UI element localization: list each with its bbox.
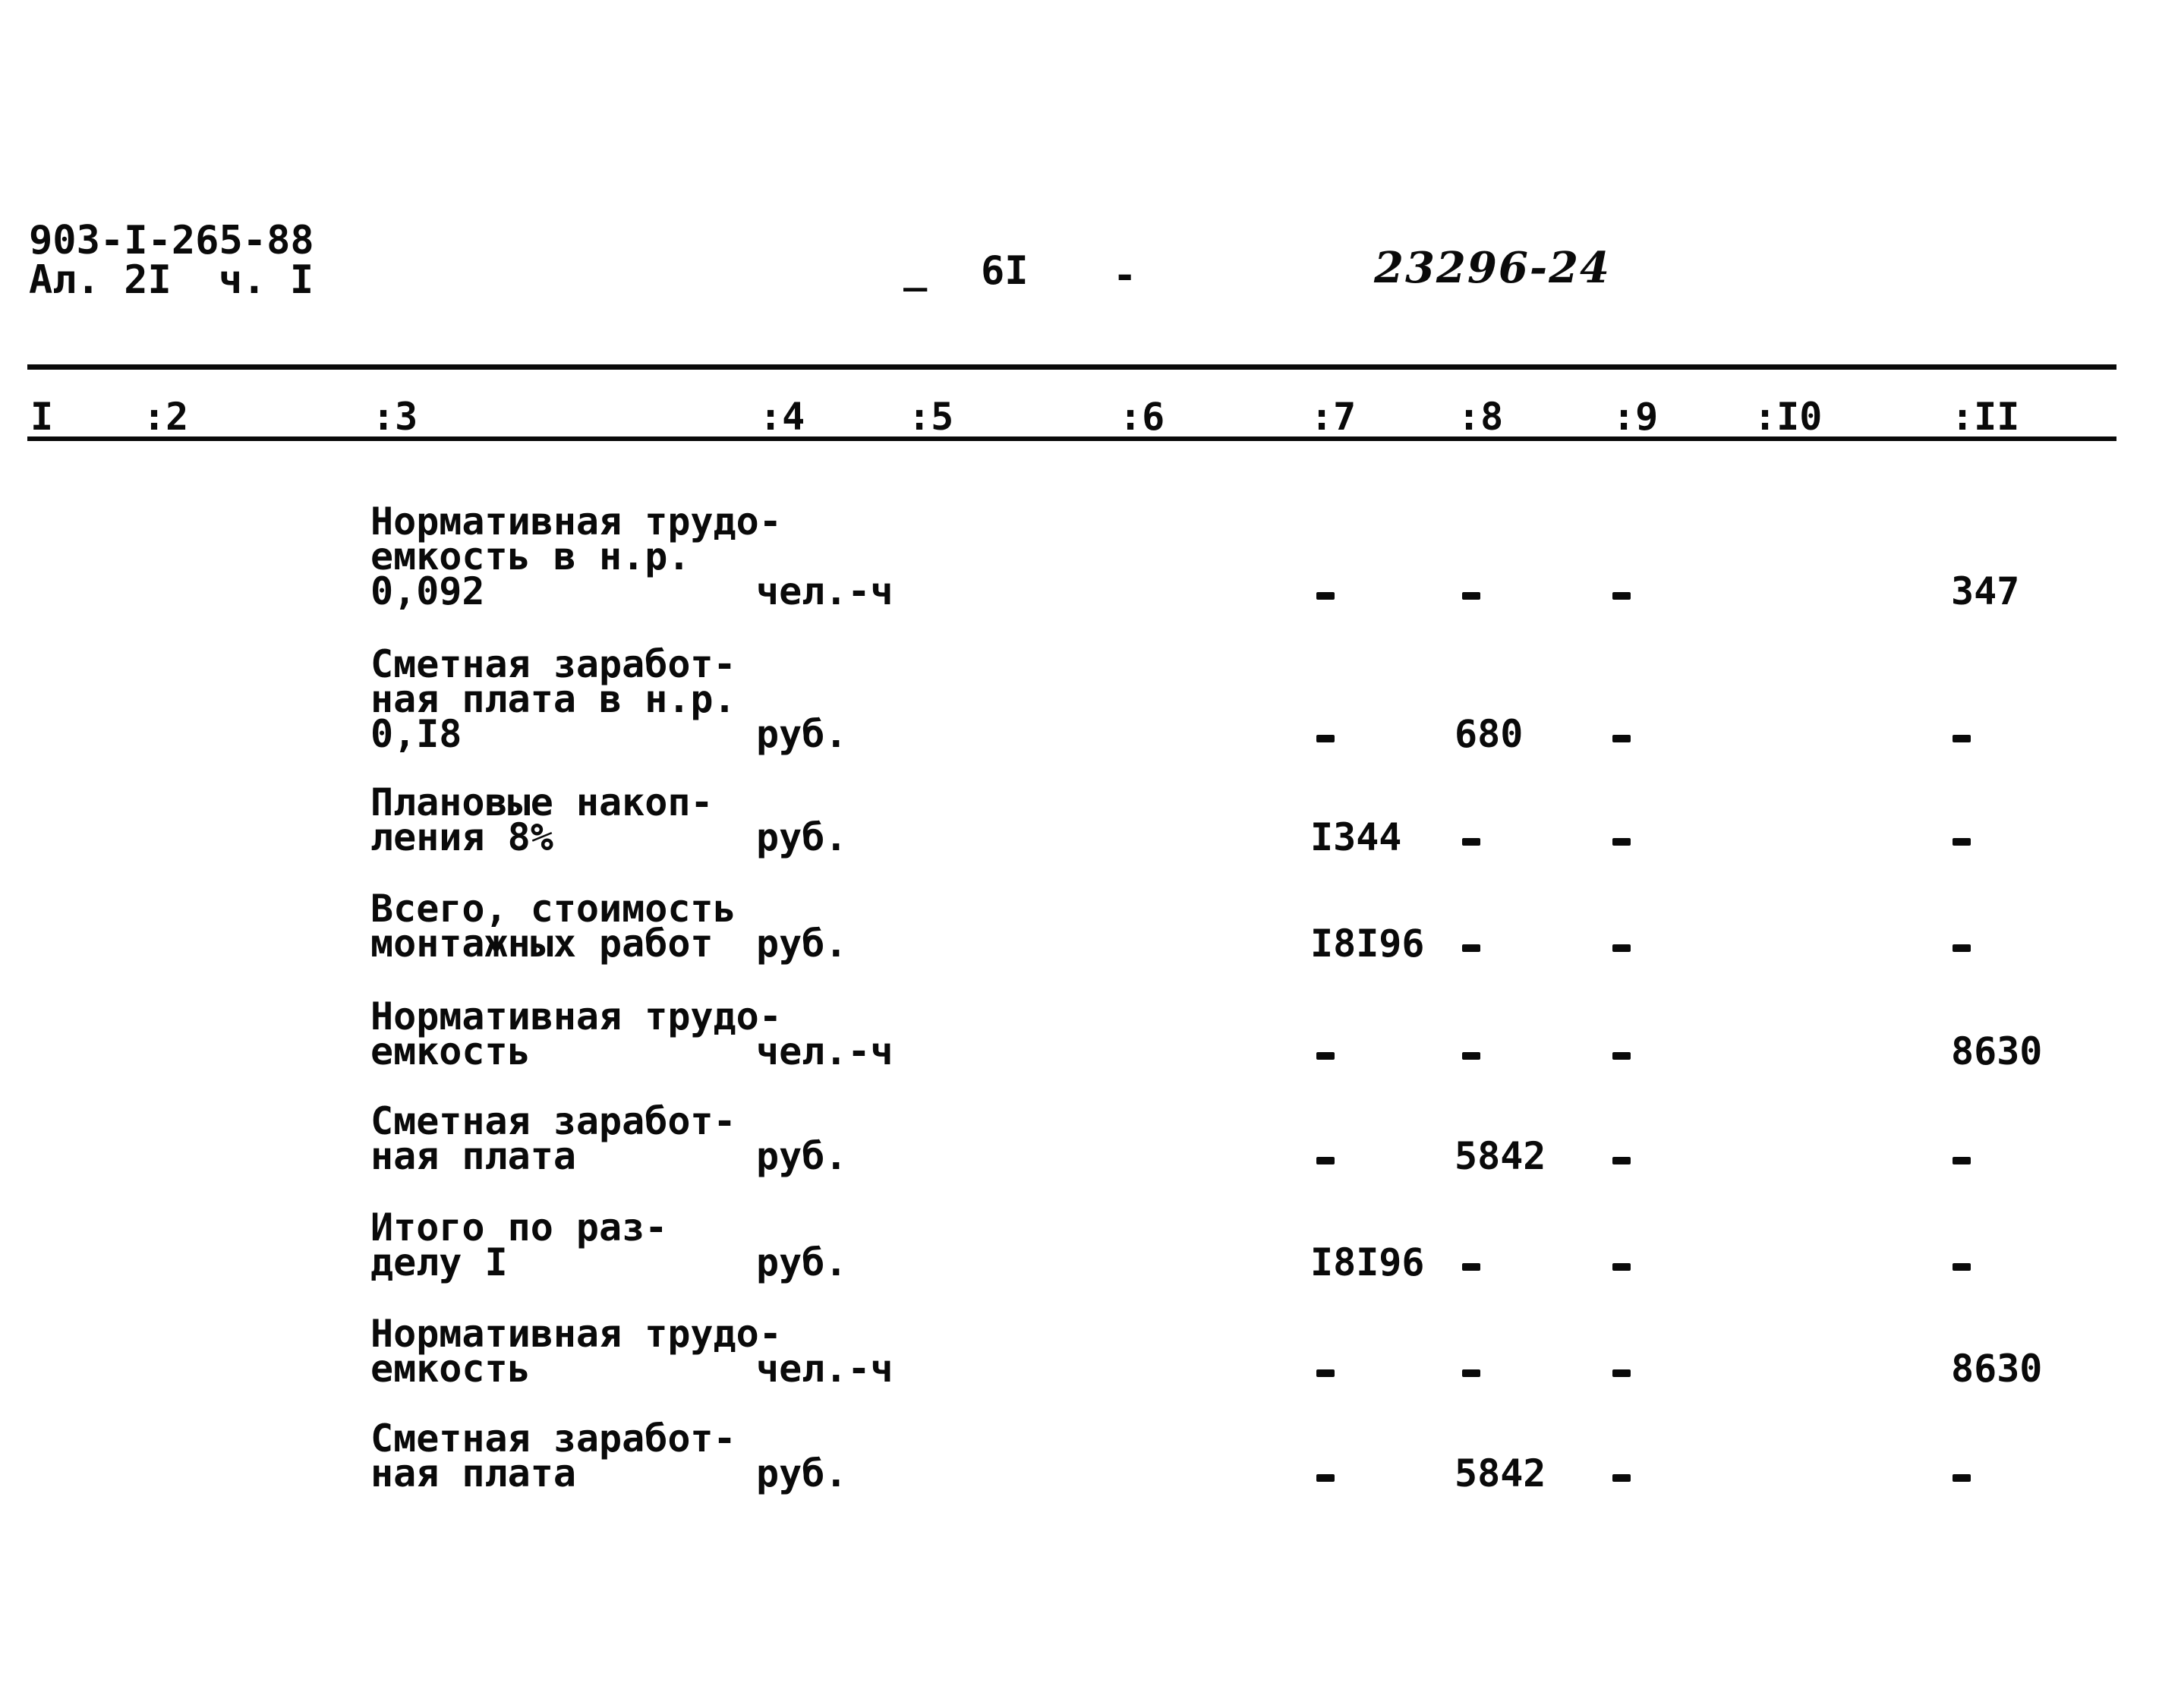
- page-number: 6I: [981, 248, 1029, 294]
- cell-c7: I8I96: [1310, 1240, 1425, 1284]
- row-description: Итого по раз- делу I: [370, 1205, 668, 1284]
- cell-c11-dash: [1953, 926, 1975, 961]
- dash-mark: [1612, 1369, 1631, 1377]
- dash-mark: [1612, 1474, 1631, 1482]
- row-description: Всего, стоимость монтажных работ: [370, 887, 736, 966]
- row-description: Нормативная трудо- емкость в н.р. 0,092: [370, 499, 782, 613]
- dash-mark: [1316, 1052, 1335, 1060]
- cell-c8: 5842: [1455, 1451, 1546, 1495]
- cell-c11-dash: [1953, 1456, 1975, 1491]
- dash-mark: [1462, 592, 1480, 600]
- dash-mark: [1316, 1474, 1335, 1482]
- cell-c7-dash: [1316, 1139, 1339, 1174]
- cell-c9-dash: [1612, 574, 1635, 609]
- cell-c9-dash: [1612, 1245, 1635, 1280]
- cell-c9-dash: [1612, 1351, 1635, 1386]
- dash-mark: [1612, 1052, 1631, 1060]
- row-unit: чел.-ч: [756, 569, 894, 613]
- dash-mark: [1316, 1369, 1335, 1377]
- row-description: Плановые накоп- ления 8%: [370, 780, 714, 859]
- cell-c8-dash: [1462, 1351, 1485, 1386]
- column-header-2: :2: [143, 395, 189, 439]
- dash-mark: [1953, 944, 1971, 952]
- column-header-7: :7: [1310, 395, 1357, 439]
- row-unit: руб.: [756, 1240, 848, 1284]
- cell-c7-dash: [1316, 1456, 1339, 1491]
- column-header-10: :I0: [1754, 395, 1823, 439]
- page-number-suffix: -: [1113, 253, 1137, 298]
- album-label: Ал. 2I: [29, 257, 172, 303]
- dash-mark: [1612, 1263, 1631, 1271]
- row-description: Сметная заработ- ная плата: [370, 1417, 736, 1495]
- cell-c11-dash: [1953, 717, 1975, 752]
- dash-mark: [1953, 838, 1971, 846]
- column-header-9: :9: [1612, 395, 1659, 439]
- column-header-11: :II: [1951, 395, 2020, 439]
- cell-c8: 5842: [1455, 1134, 1546, 1178]
- column-header-5: :5: [908, 395, 954, 439]
- dash-mark: [1462, 1263, 1480, 1271]
- top-rule: [27, 364, 2116, 370]
- row-unit: руб.: [756, 1451, 848, 1495]
- column-header-6: :6: [1119, 395, 1165, 439]
- dash-mark: [1953, 1157, 1971, 1164]
- column-header-1: I: [30, 395, 54, 439]
- row-description: Сметная заработ- ная плата: [370, 1099, 736, 1178]
- doc-code: 903-I-265-88: [29, 218, 314, 263]
- cell-c9-dash: [1612, 926, 1635, 961]
- dash-mark: [1316, 592, 1335, 600]
- cell-c8-dash: [1462, 574, 1485, 609]
- cell-c8-dash: [1462, 926, 1485, 961]
- dash-mark: [1316, 1157, 1335, 1164]
- cell-c7: I344: [1310, 815, 1402, 859]
- cell-c11: 8630: [1951, 1347, 2043, 1391]
- cell-c7-dash: [1316, 1034, 1339, 1069]
- cell-c8-dash: [1462, 1034, 1485, 1069]
- page-number-prefix: _: [903, 247, 928, 292]
- dash-mark: [1462, 1052, 1480, 1060]
- dash-mark: [1462, 838, 1480, 846]
- cell-c11-dash: [1953, 1245, 1975, 1280]
- dash-mark: [1953, 1474, 1971, 1482]
- row-unit: руб.: [756, 922, 848, 966]
- cell-c7-dash: [1316, 574, 1339, 609]
- dash-mark: [1612, 944, 1631, 952]
- cell-c7: I8I96: [1310, 922, 1425, 966]
- cell-c8-dash: [1462, 820, 1485, 855]
- dash-mark: [1316, 735, 1335, 742]
- dash-mark: [1953, 1263, 1971, 1271]
- cell-c9-dash: [1612, 1139, 1635, 1174]
- row-unit: руб.: [756, 815, 848, 859]
- column-header-8: :8: [1458, 395, 1504, 439]
- part-label: ч. I: [219, 257, 314, 303]
- dash-mark: [1953, 735, 1971, 742]
- cell-c8-dash: [1462, 1245, 1485, 1280]
- row-unit: руб.: [756, 712, 848, 756]
- dash-mark: [1612, 838, 1631, 846]
- row-description: Сметная заработ- ная плата в н.р. 0,I8: [370, 642, 736, 756]
- row-description: Нормативная трудо- емкость: [370, 1312, 782, 1391]
- dash-mark: [1612, 1157, 1631, 1164]
- dash-mark: [1612, 735, 1631, 742]
- column-header-4: :4: [759, 395, 805, 439]
- cell-c9-dash: [1612, 1456, 1635, 1491]
- dash-mark: [1612, 592, 1631, 600]
- row-unit: руб.: [756, 1134, 848, 1178]
- dash-mark: [1462, 944, 1480, 952]
- cell-c7-dash: [1316, 717, 1339, 752]
- cell-c7-dash: [1316, 1351, 1339, 1386]
- row-unit: чел.-ч: [756, 1029, 894, 1073]
- cell-c11: 8630: [1951, 1029, 2043, 1073]
- cell-c11-dash: [1953, 1139, 1975, 1174]
- cell-c11-dash: [1953, 820, 1975, 855]
- row-description: Нормативная трудо- емкость: [370, 994, 782, 1073]
- cell-c9-dash: [1612, 1034, 1635, 1069]
- cell-c8: 680: [1455, 712, 1524, 756]
- inventory-number: 23296-24: [1374, 243, 1611, 293]
- dash-mark: [1462, 1369, 1480, 1377]
- cell-c11: 347: [1951, 569, 2020, 613]
- cell-c9-dash: [1612, 820, 1635, 855]
- row-unit: чел.-ч: [756, 1347, 894, 1391]
- column-header-3: :3: [372, 395, 418, 439]
- cell-c9-dash: [1612, 717, 1635, 752]
